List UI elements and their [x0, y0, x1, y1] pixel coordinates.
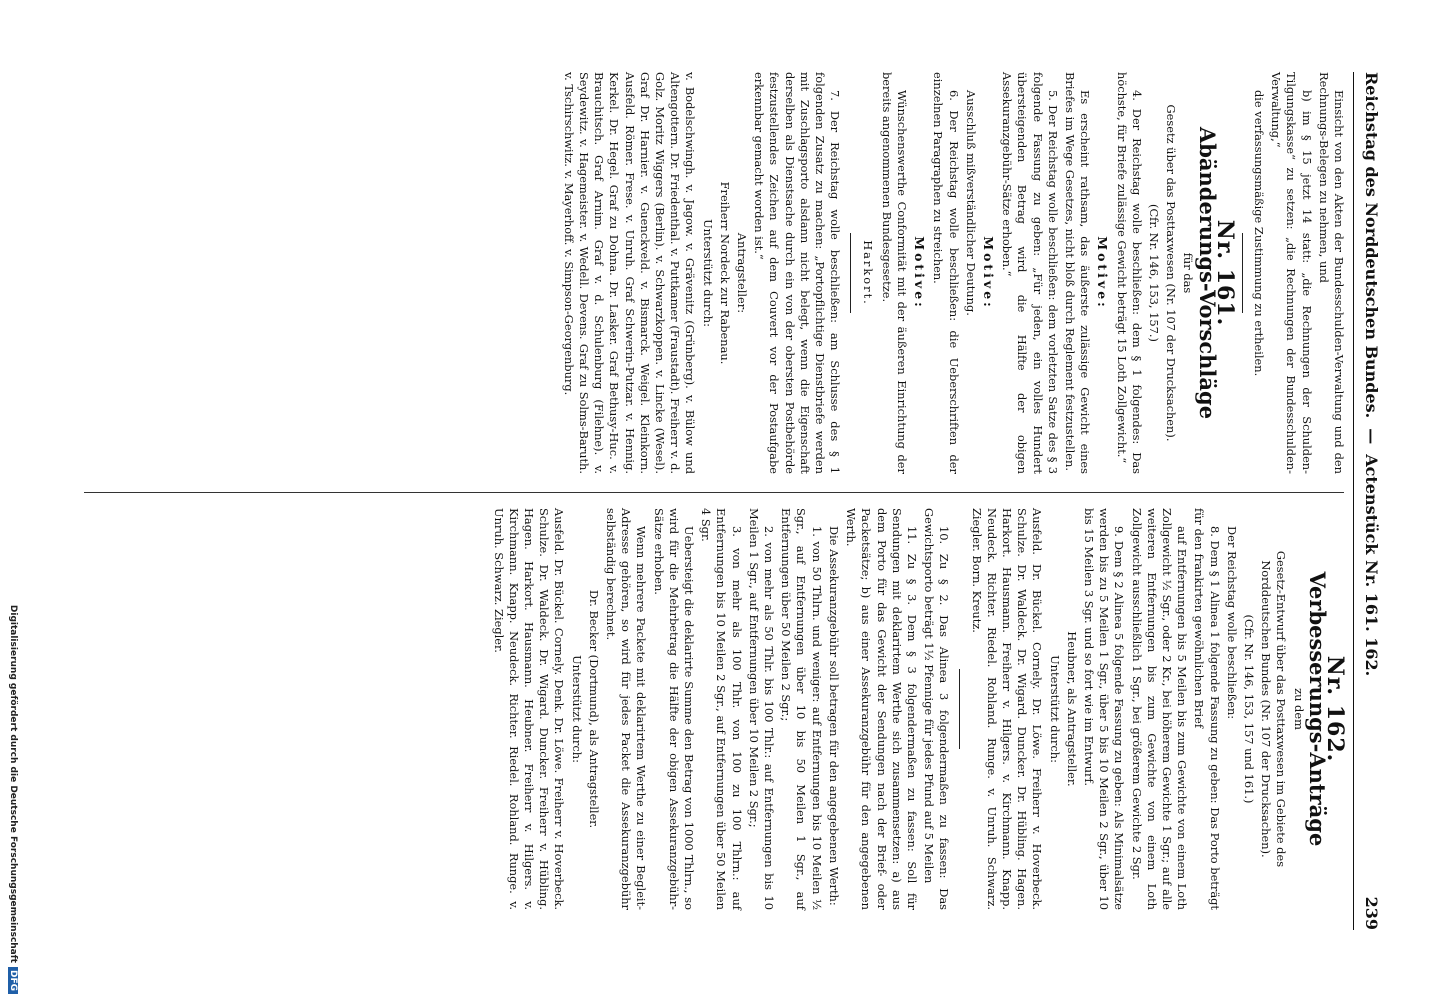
supporters-list: v. Bodelschwingh. v. Jagow. v. Grävenitz (Grünberg). v. Bülow und Altengottern. Dr. Friedenthal. v. Puttkamer (Fraustadt). Freiherr v. d. Golz. Moritz Wiggers (Berlin). v. Schwarzkoppen. v. Lincke (Wesel). Graf Dr. Harnier. v. Guenckveld. v. Bismarck. Weigel. Kleinkorn. Ausfeld. Römer. Frese. v. Unruh. Graf Schwerin-Putzar. v. Hennig. Kerkel. Dr. Hegel. Graf zu Dohna. Dr. Lasker. Graf Bethusy-Huc. v. Brauchitsch. Graf Arnim. Graf v. d. Schulenburg (Filehne). v. Seydewitz. v. Hagemeister. v. Wedell. Devens. Graf zu Solms-Baruth. v. Tschirschwitz. v. Mayerhoff. v. Simpson-Georgenburg. [561, 72, 698, 474]
motion-item: 7. Der Reichstag wolle beschließen: am Schlusse des § 1 folgenden Zusatz zu machen: „Portopflichtige Dienstbriefe werden mit Zuschlagsporto alsdann nicht belegt, wenn die Eigenschaft derselben als Dienstsache durch ein von der obersten Postbehörde festzustellendes Zeichen auf dem Couvert vor der Postaufgabe erkennbar gemacht worden ist.“ [752, 72, 843, 474]
motion-intro: Der Reichstag wolle beschließen: [1224, 526, 1239, 720]
motion-item: 5. Der Reichstag wolle beschließen: dem vorletzten Satze des § 3 folgende Fassung zu geben: „Für jeden, ein volles Hundert übersteigenden Betrag wird die Hälfte der obigen Assekuranzgebühr-Sätze erhoben.“ [1000, 72, 1060, 474]
running-header [1360, 72, 1384, 930]
dfg-logo: DFG [8, 967, 18, 994]
right-column [488, 508, 1346, 910]
motive-text: Es erscheint rathsam, das äußerste zulässige Gewicht eines Briefes im Wege Gesetzes, nicht bloß durch Reglement festzustellen. [1062, 72, 1093, 474]
document-subtitle: zu dem [1291, 688, 1306, 730]
page-number: 239 [1362, 896, 1382, 930]
header-middle: Actenstück Nr. 161. 162. [1362, 454, 1382, 677]
motion-item: 8. Dem § 1 Alinea 1 folgende Fassung zu geben: Das Porto beträgt für den frankirten gewöhnlichen Brief [1192, 508, 1222, 910]
motion-text: auf Entfernungen bis 5 Meilen bis zum Gewichte von einem Loth Zollgewicht ½ Sgr., oder 2 Kr., bei höherem Gewichte 1 Sgr.; auf alle weiteren Entfernungen bis zum Gewichte von einem Loth Zollgewicht ausschließlich 1 Sgr., bei größerem Gewichte 2 Sgr. [1129, 508, 1190, 910]
document-title: Abänderungs-Vorschläge [1194, 126, 1220, 420]
digitization-footer [8, 0, 18, 1000]
motion-item: 6. Der Reichstag wolle beschließen: die Ueberschriften der einzelnen Paragraphen zu streichen. [931, 72, 961, 474]
motive-heading: Motive: [912, 236, 928, 310]
applicant-label: Antragsteller: [735, 232, 750, 314]
document-reference: (Cfr. Nr. 146, 153, 157 und 161.) [1241, 614, 1256, 804]
motion-text: Wenn mehrere Packete mit deklarirtem Werthe zu einer Begleit-Adresse gehören, so wird für jedes Packet die Assekuranzgebühr selbständig berechnet. [604, 508, 649, 910]
header-rule [1353, 72, 1354, 930]
footer-text: Digitalisierung gefördert durch die Deutsche Forschungsgemeinschaft [8, 604, 18, 963]
header-dash: — [1362, 428, 1382, 445]
supporters-list: Ausfeld. Dr. Bückel. Cornely. Denk. Dr. Löwe. Freiherr v. Hoverbeck. Schulze. Dr. Waldeck. Dr. Wigard. Duncker. Freiherr v. Hübling. Hagen. Harkort. Hausmann. Heubner. Freiherr v. Hilgers. v. Kirchmann. Knapp. Neudeck. Richter. Riedel. Rohland. Runge. v. Unruh. Schwarz. Ziegler. [491, 508, 567, 910]
motive-heading: Motive: [1095, 236, 1111, 310]
motion-item: 9. Dem § 2 Alinea 5 folgende Fassung zu geben: Als Minimalsätze werden bis zu 5 Meilen 1 Sgr., über 5 bis 10 Meilen 2 Sgr., über 10 bis 15 Meilen 3 Sgr. und so fort wie im Entwurf. [1081, 508, 1127, 910]
column-divider [84, 492, 1344, 493]
motion-text: 1. von 50 Thlrn. und weniger: auf Entfernungen bis 10 Meilen ½ Sgr., auf Entfernungen über 10 bis 50 Meilen 1 Sgr., auf Entfernungen über 50 Meilen 2 Sgr.; [779, 508, 824, 910]
document-subject: Gesetz-Entwurf über das Posttaxwesen im Gebiete des Norddeutschen Bundes (Nr. 107 der Drucksachen). [1259, 550, 1289, 868]
signature: Harkort. [860, 240, 875, 306]
divider [1242, 233, 1243, 313]
left-column [559, 72, 1346, 474]
motive-heading: Motive: [980, 236, 996, 310]
supporters-label: Unterstützt durch: [1047, 655, 1062, 763]
motion-text: 3. von mehr als 100 Thlr. von 100 zu 100 Thlrn.: auf Entfernungen bis 10 Meilen 2 Sgr., auf Entfernungen über 50 Meilen 4 Sgr. [699, 508, 744, 910]
applicant-name: Freiherr Nordeck zur Rabenau. [717, 181, 732, 365]
motive-text: Wünschenswerthe Conformität mit der äußeren Einrichtung der bereits angenommenen Bundesgesetze. [879, 72, 909, 474]
supporters-label: Unterstützt durch: [700, 219, 715, 327]
document-reference: (Cfr. Nr. 146, 153, 157.) [1146, 204, 1161, 342]
motion-item: 10. Zu § 2. Das Alinea 3 folgendermaßen zu fassen: Das Gewichtsporto beträgt 1½ Pfennige für jedes Pfund auf 5 Meilen [922, 508, 952, 910]
intro-text: die verfassungsmäßige Zustimmung zu ertheilen. [1251, 90, 1266, 377]
motion-text: Die Assekuranzgebühr soll betragen für den angegebenen Werth: [826, 526, 841, 906]
document-title: Verbesserungs-Anträge [1304, 571, 1330, 847]
divider [850, 233, 851, 313]
motion-item: 11. Zu § 3. Dem § 3 folgendermaßen zu fassen: Soll für Sendungen mit deklarirtem Werthe sich zusammensetzen: a) aus dem Porto für das Gewicht der Sendungen nach der Brief- oder Packetsätze; b) aus einer Assekuranzgebühr für den angegebenen Werth. [844, 508, 919, 910]
document-subject: Gesetz über das Posttaxwesen (Nr. 107 der Drucksachen). [1164, 104, 1179, 442]
document-number: Nr. 161. [1211, 219, 1238, 327]
motion-text: Uebersteigt die deklarirte Summe den Betrag von 1000 Thlrn., so wird für die Mehrbetrag die Hälfte der obigen Assekuranzgebühr-Sätze erhoben. [651, 508, 697, 910]
intro-text: b) im § 15 jetzt 14 statt: „die Rechnungen der Schulden-Tilgungskasse“ zu setzen: „die Rechnungen der Bundesschulden-Verwaltung,“ [1269, 72, 1314, 474]
supporters-label: Unterstützt durch: [569, 655, 584, 763]
document-subtitle: für das [1181, 252, 1196, 294]
intro-text: Einsicht von den Akten der Bundesschulden-Verwaltung und den Rechnungs-Belegen zu nehmen, und [1316, 72, 1346, 474]
document-number: Nr. 162. [1322, 655, 1348, 763]
applicant-name: Heubner, als Antragsteller. [1064, 631, 1079, 787]
motion-text: 2. von mehr als 50 Thlr. bis 100 Thlr.: auf Entfernungen bis 10 Meilen 1 Sgr., auf Entfernungen über 10 Meilen 2 Sgr.; [746, 508, 777, 910]
supporters-list: Ausfeld. Dr. Bückel. Cornely. Dr. Löwe. Freiherr v. Hoverbeck. Schulze. Dr. Waldeck. Dr. Wigard. Duncker. Dr. Hübling. Hagen. Harkort. Hausmann. Freiherr v. Hilgers. v. Kirchmann. Knapp. Neudeck. Richter. Riedel. Rohland. Runge. v. Unruh. Schwarz. Ziegler. Born. Kreutz. [969, 508, 1045, 910]
applicant-name: Dr. Becker (Dortmund), als Antragsteller. [586, 589, 601, 829]
motive-text: Ausschluß mißverständlicher Deutung. [963, 90, 978, 316]
header-left: Reichstag des Norddeutschen Bundes. [1362, 72, 1382, 419]
motion-item: 4. Der Reichstag wolle beschließen: dem § 1 folgendes: Das höchste, für Briefe zulässige Gewicht beträgt 15 Loth Zollgewicht.“ [1114, 72, 1144, 474]
divider [959, 669, 960, 749]
